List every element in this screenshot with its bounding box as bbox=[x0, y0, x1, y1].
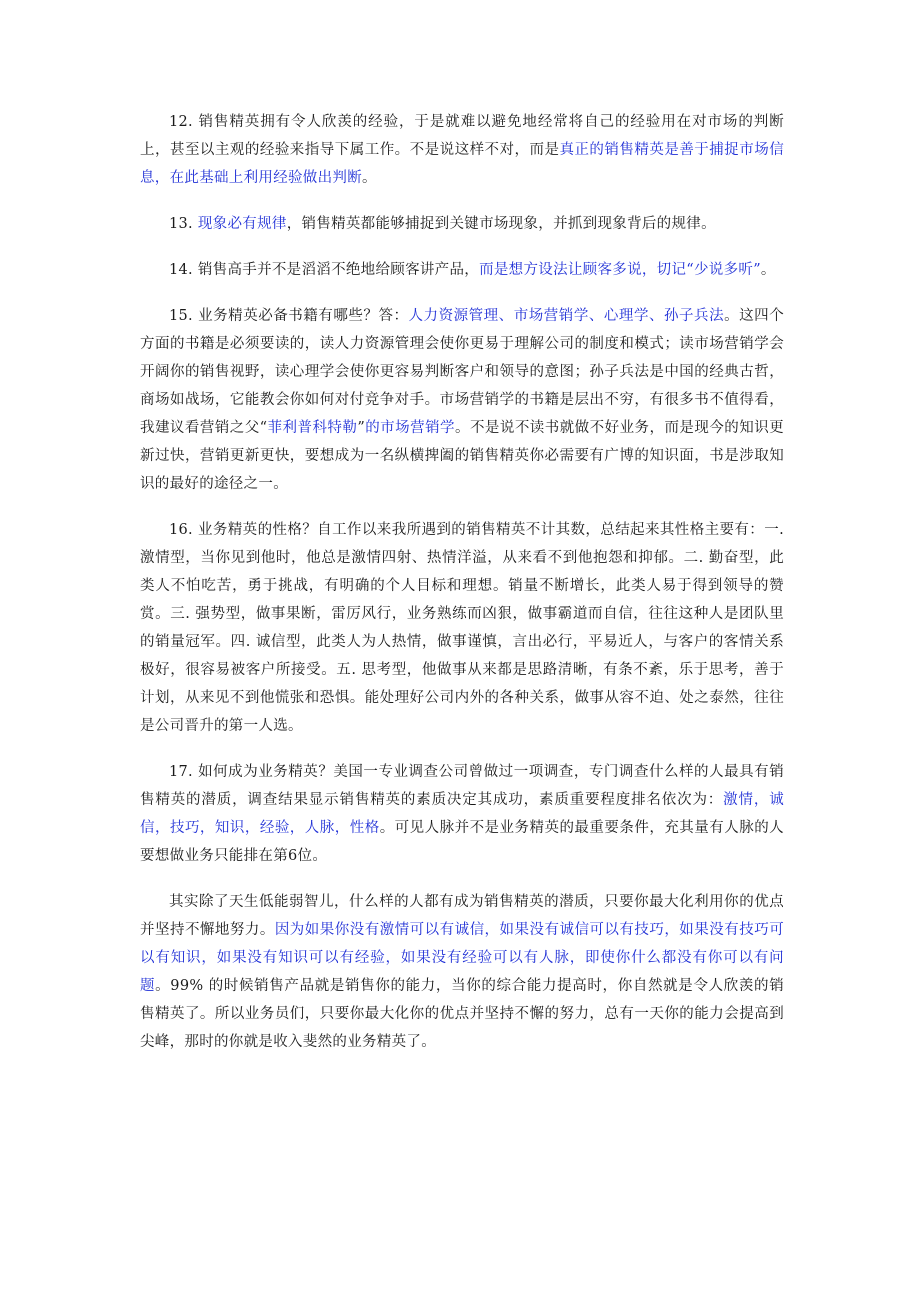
paragraph-gap bbox=[140, 740, 784, 758]
body-text: 。99% 的时候销售产品就是销售你的能力，当你的综合能力提高时，你自然就是令人欣羡的销售精英了。所以业务员们，只要你最大化你的优点并坚持不懈的努力，总有一天你的能力会提高到尖峰，那时的你就是收入斐然的业务精英了。 bbox=[140, 978, 784, 1050]
body-text: 。可见人脉并不是业务精英的最重要条件，充其量有人脉的人要想做业务只能排在第6位。 bbox=[140, 820, 784, 864]
paragraph-5 bbox=[140, 516, 784, 740]
document-body bbox=[140, 108, 784, 1056]
body-text: 12. bbox=[169, 114, 199, 130]
highlighted-text: 因为如果你没有激情可以有诚信，如果没有诚信可以有技巧，如果没有技巧可以有知识，如果没有知识可以有经验，如果没有经验可以有人脉，即使你什么都没有你可以有问题 bbox=[140, 922, 784, 994]
body-text: 13. bbox=[169, 216, 198, 232]
highlighted-text: 菲利普科特勒 bbox=[267, 420, 358, 436]
body-text: 16. bbox=[169, 522, 198, 538]
body-text: ” bbox=[357, 420, 366, 436]
paragraph-gap bbox=[140, 192, 784, 210]
highlighted-text: 现象必有规律 bbox=[197, 216, 287, 232]
highlighted-text: 而是想方设法让顾客多说，切记“少说多听” bbox=[479, 262, 761, 278]
highlighted-text: 真正的销售精英是善于捕捉市场信息，在此基础上利用经验做出判断 bbox=[140, 142, 784, 186]
body-text: 17. bbox=[169, 764, 199, 780]
paragraph-7 bbox=[140, 888, 784, 1056]
body-text: 如何成为业务精英？美国一专业调查公司曾做过一项调查，专门调查什么样的人最具有销售精英的潜质，调查结果显示销售精英的素质决定其成功，素质重要程度排名依次为： bbox=[140, 764, 784, 808]
paragraph-gap bbox=[140, 284, 784, 302]
paragraph-1 bbox=[140, 108, 784, 192]
body-text: 其实除了天生低能弱智儿，什么样的人都有成为销售精英的潜质，只要你最大化利用你的优点并坚持不懈地努力。 bbox=[140, 894, 784, 938]
paragraph-gap bbox=[140, 870, 784, 888]
body-text: 15. bbox=[169, 308, 199, 324]
body-text: 。不是说不读书就做不好业务，而是现今的知识更新过快，营销更新更快，要想成为一名纵横捭阖的销售精英你必需要有广博的知识面，书是涉取知识的最好的途径之一。 bbox=[140, 420, 784, 492]
body-text: 业务精英必备书籍有哪些？答： bbox=[198, 308, 409, 324]
paragraph-4 bbox=[140, 302, 784, 498]
highlighted-text: 人力资源管理、市场营销学、心理学、孙子兵法 bbox=[408, 308, 725, 324]
body-text: 销售精英拥有令人欣羡的经验，于是就难以避免地经常将自己的经验用在对市场的判断上，甚至以主观的经验来指导下属工作。不是说这样不对，而是 bbox=[140, 114, 784, 158]
paragraph-gap bbox=[140, 238, 784, 256]
body-text: 销售高手并不是滔滔不绝地给顾客讲产品， bbox=[197, 262, 480, 278]
highlighted-text: 的市场营销学 bbox=[365, 420, 455, 436]
body-text: ，销售精英都能够捕捉到关键市场现象，并抓到现象背后的规律。 bbox=[286, 216, 716, 232]
body-text: 14. bbox=[169, 262, 198, 278]
paragraph-gap bbox=[140, 498, 784, 516]
body-text: 。 bbox=[760, 262, 776, 278]
paragraph-3 bbox=[140, 256, 784, 284]
body-text: 。 bbox=[362, 170, 377, 186]
paragraph-2 bbox=[140, 210, 784, 238]
highlighted-text: 激情，诚信，技巧，知识，经验，人脉，性格 bbox=[140, 792, 784, 836]
body-text: 。这四个方面的书籍是必须要读的，读人力资源管理会使你更易于理解公司的制度和模式；读市场营销学会开阔你的销售视野，读心理学会使你更容易判断客户和领导的意图；孙子兵法是中国的经典古哲，商场如战场，它能教会你如何对付竞争对手。市场营销学的书籍是层出不穷，有很多书不值得看，我建议看营销之父“ bbox=[140, 308, 784, 436]
body-text: 业务精英的性格？自工作以来我所遇到的销售精英不计其数，总结起来其性格主要有：一. 激情型，当你见到他时，他总是激情四射、热情洋溢，从来看不到他抱怨和抑郁。二. 勤奋型，此类人不怕吃苦，勇于挑战，有明确的个人目标和理想。销量不断增长，此类人易于得到领导的赞赏。三. 强势型，做事果断，雷厉风行，业务熟练而凶狠，做事霸道而自信，往往这种人是团队里的销量冠军。四. 诚信型，此类人为人热情，做事谨慎，言出必行，平易近人，与客户的客情关系极好，很容易被客户所接受。五. 思考型，他做事从来都是思路清晰，有条不紊，乐于思考，善于计划，从来见不到他慌张和恐惧。能处理好公司内外的各种关系，做事从容不迫、处之泰然，往往是公司晋升的第一人选。 bbox=[140, 522, 785, 734]
paragraph-6 bbox=[140, 758, 784, 870]
